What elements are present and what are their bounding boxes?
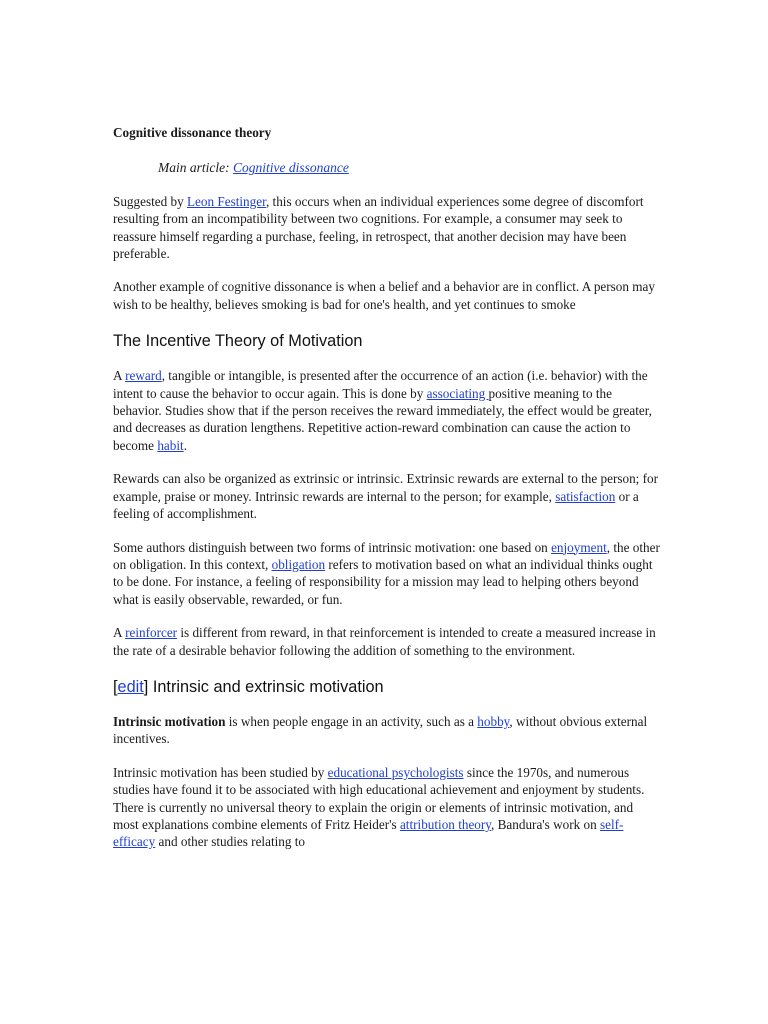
paragraph-reinforcer: A reinforcer is different from reward, in that reinforcement is intended to create a measured increase in the rate of a desirable behavior following the addition of something to the environment. bbox=[113, 625, 656, 658]
link-cognitive-dissonance[interactable]: Cognitive dissonance bbox=[232, 160, 349, 176]
link-habit[interactable]: habit bbox=[157, 437, 184, 453]
link-leon-festinger[interactable]: Leon Festinger bbox=[187, 193, 266, 209]
link-enjoyment[interactable]: enjoyment bbox=[551, 539, 607, 555]
section-heading-intrinsic-extrinsic: [edit] Intrinsic and extrinsic motivation bbox=[113, 677, 384, 696]
link-hobby[interactable]: hobby bbox=[477, 713, 510, 729]
link-reinforcer[interactable]: reinforcer bbox=[125, 625, 178, 641]
link-satisfaction[interactable]: satisfaction bbox=[555, 488, 616, 504]
paragraph-festinger: Suggested by Leon Festinger, this occurs when an individual experiences some degree of discomfort resulting from an incompatibility between two cognitions. For example, a consumer may seek to reassure himself regarding a purchase, feeling, in retrospect, that another decision may have been preferable. bbox=[113, 193, 644, 262]
link-educational-psychologists[interactable]: educational psychologists bbox=[327, 764, 464, 780]
link-self-efficacy[interactable]: self-efficacy bbox=[113, 816, 624, 850]
link-associating[interactable]: associating bbox=[426, 385, 489, 401]
edit-link[interactable]: edit bbox=[117, 677, 144, 696]
section-heading-cognitive-dissonance: Cognitive dissonance theory bbox=[113, 125, 272, 140]
paragraph-extrinsic-intrinsic: Rewards can also be organized as extrinsic or intrinsic. Extrinsic rewards are external to the person; for example, praise or money. Intrinsic rewards are internal to the person; for example, satisfaction or a feeling of accomplishment. bbox=[113, 471, 659, 522]
paragraph-reward: A reward, tangible or intangible, is presented after the occurrence of an action (i.e. behavior) with the intent to cause the behavior to occur again. This is done by associating positive meaning to the behavior. Studies show that if the person receives the reward immediately, the effect would be greater, and decreases as duration lengthens. Repetitive action-reward combination can cause the action to become habit. bbox=[113, 368, 652, 453]
main-article-note: Main article: Cognitive dissonance bbox=[158, 160, 349, 176]
article-body bbox=[113, 124, 661, 851]
paragraph-two-forms: Some authors distinguish between two forms of intrinsic motivation: one based on enjoyment, the other on obligation. In this context, obligation refers to motivation based on what an individual thinks ought to be done. For instance, a feeling of responsibility for a mission may lead to helping others beyond what is easily observable, rewarded, or fun. bbox=[113, 539, 660, 607]
link-obligation[interactable]: obligation bbox=[271, 556, 326, 572]
paragraph-intrinsic-studies: Intrinsic motivation has been studied by educational psychologists since the 1970s, and numerous studies have found it to be associated with high educational achievement and enjoyment by students. There is currently no universal theory to explain the origin or elements of intrinsic motivation, and most explanations combine elements of Fritz Heider's attribution theory, Bandura's work on self-efficacy and other studies relating to bbox=[113, 764, 645, 850]
paragraph-smoking-example: Another example of cognitive dissonance is when a belief and a behavior are in conflict. A person may wish to be healthy, believes smoking is bad for one's health, and yet continues to smoke bbox=[113, 279, 655, 312]
paragraph-intrinsic-definition: Intrinsic motivation is when people engage in an activity, such as a hobby, without obvious external incentives. bbox=[113, 713, 648, 747]
link-reward[interactable]: reward bbox=[125, 368, 162, 384]
link-attribution-theory[interactable]: attribution theory bbox=[399, 816, 492, 832]
section-heading-incentive-theory: The Incentive Theory of Motivation bbox=[113, 332, 363, 351]
